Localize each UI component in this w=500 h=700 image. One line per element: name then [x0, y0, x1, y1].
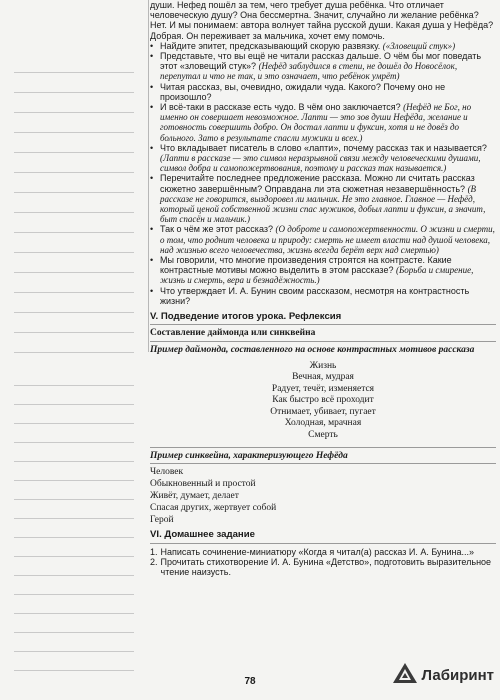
- question-item: [150, 255, 496, 286]
- note-line: [14, 613, 134, 614]
- sync-poem: [150, 467, 496, 526]
- sync-line: Живёт, думает, делает: [150, 491, 239, 501]
- note-line: [14, 499, 134, 500]
- sync-line: Обыкновенный и простой: [150, 479, 256, 490]
- answer-text: (Нефёд не Бог, но именно он совершает невозможное. Лапти — это зов души Нефёда, желание и готовность совершить добро. Он достал лапти и фуксин, хотя и не довёз до больного. Зато в результате спасли мужики и всех.): [160, 102, 472, 143]
- note-line: [14, 152, 134, 153]
- page-number: 78: [244, 676, 256, 687]
- note-line: [14, 72, 134, 73]
- diamond-line: Вечная, мудрая: [292, 372, 354, 383]
- note-line: [14, 252, 134, 253]
- note-line: [14, 192, 134, 193]
- note-line: [14, 575, 134, 576]
- sync-line: Человек: [150, 467, 184, 478]
- question-item: [150, 286, 496, 306]
- homework-item: [150, 547, 496, 557]
- section-6-rule: [150, 543, 496, 544]
- note-line: [14, 480, 134, 481]
- diamond-line: Как быстро всё проходит: [272, 395, 374, 406]
- diamond-title: Пример даймонда, составленного на основе контрастных мотивов рассказа: [150, 344, 475, 355]
- sync-line: Герой: [150, 514, 174, 525]
- homework-list: [150, 547, 496, 578]
- diamond-line: Отнимает, убивает, пугает: [270, 406, 376, 417]
- margin-rule: [148, 0, 149, 352]
- note-line: [14, 404, 134, 405]
- content-column: [150, 0, 496, 577]
- note-line: [14, 132, 134, 133]
- note-line: [14, 112, 134, 113]
- note-line: [14, 312, 134, 313]
- note-line: [14, 352, 134, 353]
- homework-number: 1.: [150, 546, 158, 557]
- question-text: Перечитайте последнее предложение рассказа. Можно ли считать рассказ сюжетно завершённым? Оправдана ли эта сюжетная незавершённость?: [160, 173, 475, 194]
- note-line: [14, 232, 134, 233]
- question-item: [150, 51, 496, 82]
- homework-item: [150, 557, 496, 577]
- question-item: [150, 173, 496, 224]
- diamond-line: Жизнь: [309, 360, 337, 371]
- homework-number: 2.: [150, 556, 158, 567]
- sync-title: Пример синквейна, характеризующего Нефёда: [150, 451, 348, 462]
- sync-rule: [150, 463, 496, 464]
- question-text: Мы говорили, что многие произведения строятся на контрасте. Какие контрастные мотивы можно выделить в этом рассказе?: [160, 255, 452, 276]
- answer-text: (Нефёд заблудился в степи, не дошёл до Новосёлок, перепутал и что не так, и это означает, что ребёнок умрёт): [160, 61, 458, 82]
- note-line: [14, 651, 134, 652]
- section-5-rule: [150, 324, 496, 325]
- note-line: [14, 92, 134, 93]
- sync-line: Спасая других, жертвует собой: [150, 502, 277, 513]
- section-5-title: V. Подведение итогов урока. Рефлексия: [150, 311, 342, 323]
- answer-text: (Борьба и смирение, жизнь и смерть, вера и безнадёжность.): [160, 265, 474, 286]
- intro-paragraph: души. Нефед пошёл за тем, чего требует душа ребёнка. Что отличает человеческую душу? Она бессмертна. Значит, случайно ли желание ребёнка? Нет. И мы понимаем: автора волнует тайна русской души. Какая душа у Нефёда? Добрая. Он переживает за мальчика, хочет ему помочь.: [150, 0, 494, 41]
- note-line: [14, 670, 134, 671]
- question-text: Найдите эпитет, предсказывающий скорую развязку.: [160, 40, 383, 51]
- answer-text: (В рассказе не говорится, выздоровел ли мальчик. Не это главное. Главное — Нефёд, который ценой собственной жизни спас мужиков, добыл лапти и фуксин, а значит, быт спасён и мальчик.): [160, 183, 486, 225]
- question-item: [150, 82, 496, 102]
- homework-text: Прочитать стихотворение И. А. Бунина «Детство», подготовить выразительное чтение наизусть.: [160, 556, 492, 577]
- question-item: [150, 143, 496, 174]
- watermark-logo: [392, 662, 494, 684]
- note-line: [14, 556, 134, 557]
- note-line: [14, 212, 134, 213]
- question-item: [150, 102, 496, 143]
- question-list: [150, 41, 496, 306]
- diamond-line: Холодная, мрачная: [284, 418, 362, 429]
- diamond-line: Смерть: [308, 429, 338, 440]
- note-line: [14, 292, 134, 293]
- answer-text: (О доброте и самопожертвенности. О жизни и смерти, о том, что роднит человека и природу: смерть не имеет власти над душой человека, над жизнью всего человечества, жизнь всегда берёт верх над смертью): [160, 224, 495, 255]
- note-line: [14, 423, 134, 424]
- answer-text: («Зловещий стук»): [382, 40, 456, 51]
- question-text: И всё-таки в рассказе есть чудо. В чём оно заключается?: [160, 102, 404, 113]
- question-text: Представьте, что вы ещё не читали рассказ дальше. О чём бы мог поведать этот «зловещий стук»?: [160, 51, 482, 72]
- watermark-text: Лабиринт: [421, 667, 494, 684]
- question-text: Что вкладывает писатель в слово «лапти», почему рассказ так и называется?: [160, 142, 487, 153]
- subtitle-rule: [150, 341, 496, 342]
- answer-text: (Лапти в рассказе — это символ неразрывной связи между человеческими душами, символ добра и самопожертвования, поэтому и рассказ так называется.): [160, 153, 481, 174]
- question-text: Что утверждает И. А. Бунин своим рассказом, несмотря на контрастность жизни?: [160, 285, 470, 306]
- note-line: [14, 518, 134, 519]
- question-item: [150, 224, 496, 255]
- note-line: [14, 442, 134, 443]
- note-line: [14, 632, 134, 633]
- question-text: Так о чём же этот рассказ?: [160, 224, 276, 235]
- labyrinth-icon: [392, 662, 418, 684]
- question-text: Читая рассказ, вы, очевидно, ожидали чуда. Какого? Почему оно не произошло?: [160, 81, 446, 102]
- note-line: [14, 272, 134, 273]
- note-line: [14, 594, 134, 595]
- note-line: [14, 172, 134, 173]
- note-line: [14, 385, 134, 386]
- note-line: [14, 537, 134, 538]
- note-line: [14, 461, 134, 462]
- homework-text: Написать сочинение-миниатюру «Когда я читал(а) рассказ И. А. Бунина...»: [160, 546, 475, 557]
- diamond-line: Радует, течёт, изменяется: [271, 383, 375, 394]
- diamond-poem: [150, 361, 496, 442]
- section-5-subtitle: Составление даймонда или синквейна: [150, 328, 316, 339]
- diamond-rule: [150, 447, 496, 448]
- section-6-title: VI. Домашнее задание: [150, 529, 255, 541]
- note-line: [14, 332, 134, 333]
- question-item: [150, 41, 496, 51]
